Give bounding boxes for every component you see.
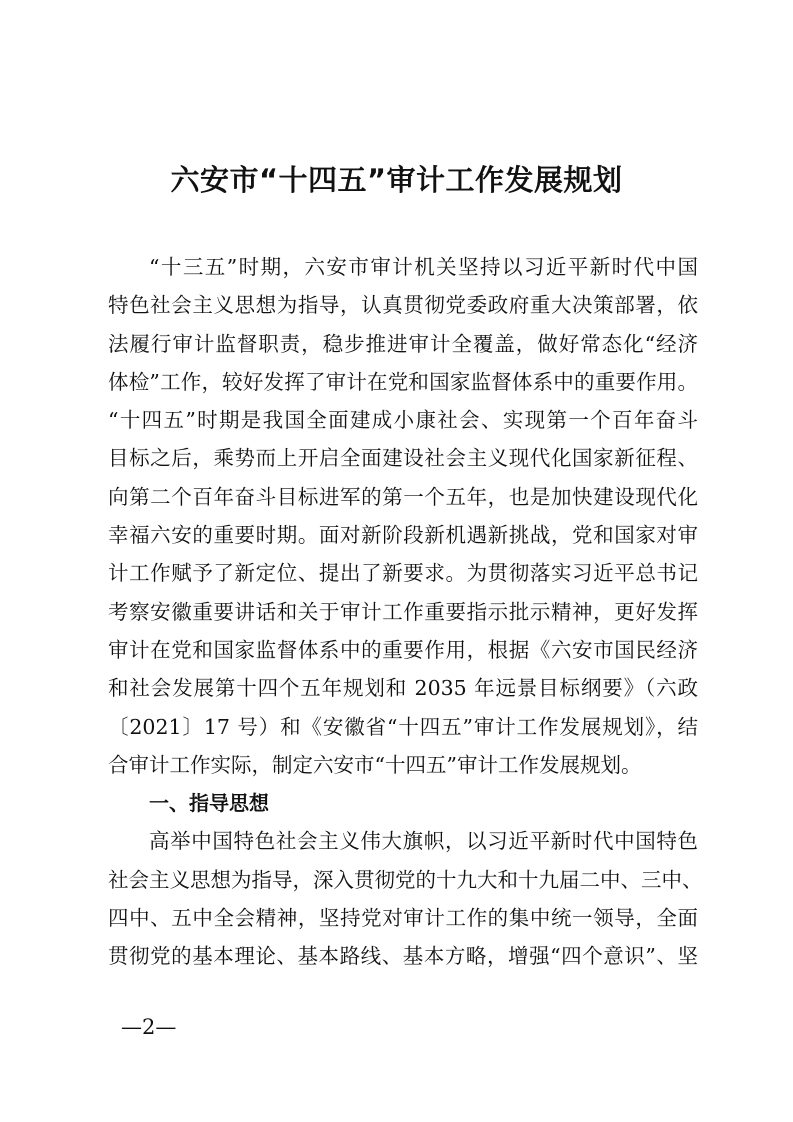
intro-line: “十三五”时期，六安市审计机关坚持以习近平新时代中国	[149, 255, 698, 279]
intro-line: 和社会发展第十四个五年规划和 2035 年远景目标纲要》（六政	[108, 676, 698, 701]
intro-line: 计工作赋予了新定位、提出了新要求。为贯彻落实习近平总书记	[108, 561, 698, 586]
intro-line: “十四五”时期是我国全面建成小康社会、实现第一个百年奋斗	[108, 408, 698, 433]
intro-line: 法履行审计监督职责，稳步推进审计全覆盖，做好常态化“经济	[108, 331, 698, 356]
section-heading: 一、指导思想	[149, 791, 269, 816]
intro-line: 幸福六安的重要时期。面对新阶段新机遇新挑战，党和国家对审	[108, 523, 698, 548]
document-title: 六安市“十四五”审计工作发展规划	[170, 163, 623, 197]
document-body	[108, 248, 703, 976]
intro-line: 合审计工作实际，制定六安市“十四五”审计工作发展规划。	[108, 752, 642, 777]
intro-line: 体检”工作，较好发挥了审计在党和国家监督体系中的重要作用。	[108, 369, 698, 394]
intro-line: 审计在党和国家监督体系中的重要作用，根据《六安市国民经济	[108, 637, 698, 662]
section-line: 四中、五中全会精神，坚持党对审计工作的集中统一领导，全面	[108, 906, 698, 931]
section-line: 贯彻党的基本理论、基本路线、基本方略，增强“四个意识”、坚	[108, 944, 698, 969]
intro-line: 考察安徽重要讲话和关于审计工作重要指示批示精神，更好发挥	[108, 599, 698, 624]
section-line: 社会主义思想为指导，深入贯彻党的十九大和十九届二中、三中、	[108, 867, 703, 892]
page-number: —2—	[121, 1015, 177, 1039]
intro-line: 向第二个百年奋斗目标进军的第一个五年，也是加快建设现代化	[108, 484, 698, 509]
section-line: 高举中国特色社会主义伟大旗帜，以习近平新时代中国特色	[149, 829, 698, 854]
intro-line: 特色社会主义思想为指导，认真贯彻党委政府重大决策部署，依	[108, 293, 698, 318]
intro-line: 〔2021〕17 号）和《安徽省“十四五”审计工作发展规划》，结	[108, 714, 698, 739]
intro-line: 目标之后，乘势而上开启全面建设社会主义现代化国家新征程、	[108, 446, 698, 471]
